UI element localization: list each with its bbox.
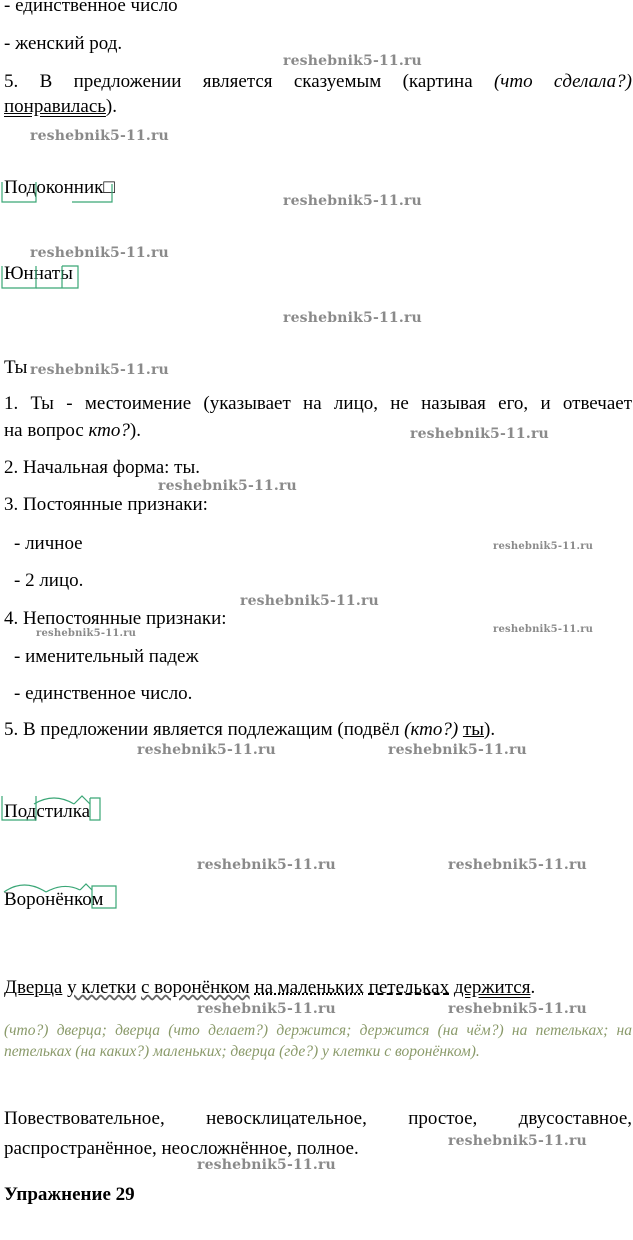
predicate-word: понравилась [4, 96, 106, 117]
para-4: 4. Непостоянные признаки: [4, 608, 227, 629]
circumstance: у клетки [67, 977, 137, 998]
para-1-cont [4, 419, 141, 443]
watermark: reshebnik5-11.ru [30, 362, 169, 378]
attribute: с воронёнком [140, 977, 250, 998]
predicate: держится [453, 977, 531, 998]
watermark: reshebnik5-11.ru [197, 1001, 336, 1017]
line-feminine: - женский род. [4, 33, 123, 54]
word-text: Подоконник [4, 177, 104, 198]
parsed-sentence [4, 976, 535, 1000]
morpheme-marks-5 [0, 876, 130, 916]
characteristic-1: Повествовательное, невосклицательное, простое, двусоставное, [4, 1108, 632, 1129]
text: ). [484, 719, 496, 740]
watermark: reshebnik5-11.ru [388, 742, 527, 758]
characteristic-2: распространённое, неосложнённое, полное. [4, 1138, 359, 1159]
para-3: 3. Постоянные признаки: [4, 494, 208, 515]
object: петельках [368, 977, 450, 998]
line-number-singular: - единственное число [4, 0, 178, 16]
subject: Дверца [4, 977, 63, 998]
para-3a: - личное [14, 533, 83, 554]
watermark: reshebnik5-11.ru [448, 1133, 587, 1149]
question-text: (что сделала?) [493, 71, 632, 92]
questions-block: (что?) дверца; дверца (что делает?) держится; держится (на чём?) на петельках; на петельках (на каких?) маленьких; дверца (где?) у клетки с воронёнком). [4, 1022, 632, 1060]
para-2: 2. Начальная форма: ты. [4, 457, 200, 478]
definition: на маленьких [254, 977, 364, 998]
question-text: кто? [88, 420, 130, 441]
watermark: reshebnik5-11.ru [283, 193, 422, 209]
text: 5. В предложении является подлежащим (подвёл [4, 719, 405, 740]
subject-word: ты [462, 719, 485, 740]
watermark: reshebnik5-11.ru [36, 628, 137, 639]
para-4a: - именительный падеж [14, 646, 199, 667]
para-4b: - единственное число. [14, 683, 193, 704]
question-text: (кто?) [404, 719, 459, 740]
para-3b: - 2 лицо. [14, 570, 84, 591]
line-predicate-word [4, 95, 117, 119]
watermark: reshebnik5-11.ru [197, 857, 336, 873]
para-1: 1. Ты - местоимение (указывает на лицо, не называя его, и отвечает [4, 393, 632, 414]
watermark: reshebnik5-11.ru [197, 1157, 336, 1173]
word-ty: Ты [4, 357, 28, 378]
watermark: reshebnik5-11.ru [448, 1001, 587, 1017]
watermark: reshebnik5-11.ru [410, 426, 549, 442]
watermark: reshebnik5-11.ru [30, 245, 169, 261]
watermark: reshebnik5-11.ru [493, 624, 594, 635]
watermark: reshebnik5-11.ru [448, 857, 587, 873]
watermark: reshebnik5-11.ru [240, 593, 379, 609]
text: ). [129, 420, 141, 441]
watermark: reshebnik5-11.ru [137, 742, 276, 758]
watermark: reshebnik5-11.ru [283, 53, 422, 69]
morpheme-word-yunnaty: Юннаты [4, 263, 73, 284]
morpheme-marks-2 [0, 258, 100, 292]
para-5 [4, 718, 495, 742]
exercise-heading: Упражнение 29 [4, 1184, 135, 1205]
morpheme-word-podstilka: Подстилка [4, 801, 91, 822]
watermark: reshebnik5-11.ru [493, 541, 594, 552]
watermark: reshebnik5-11.ru [158, 478, 297, 494]
morpheme-word-voronenkom: Воронёнком [4, 889, 104, 910]
watermark: reshebnik5-11.ru [30, 128, 169, 144]
text: на вопрос [4, 420, 89, 441]
text: . [530, 977, 536, 998]
line-predicate [4, 70, 632, 94]
ending-box: □ [103, 177, 115, 198]
text: ). [105, 96, 117, 117]
text: 5. В предложении является сказуемым (картина [4, 71, 494, 92]
morpheme-marks-4 [0, 790, 110, 830]
watermark: reshebnik5-11.ru [283, 310, 422, 326]
morpheme-marks-1 [0, 176, 140, 206]
